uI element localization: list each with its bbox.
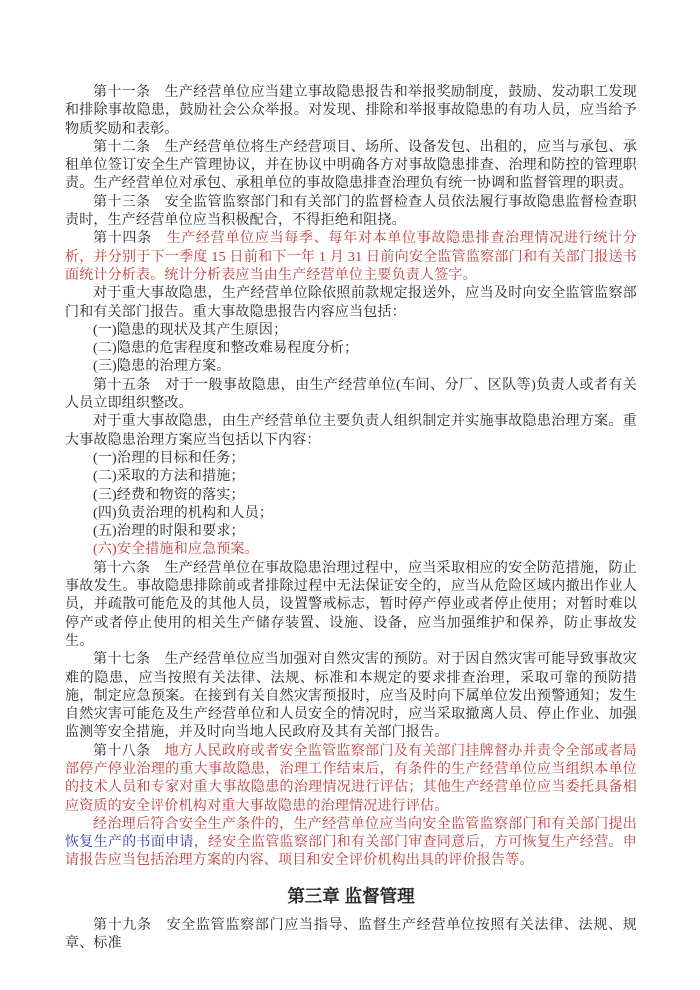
text-segment: 第三章 监督管理 bbox=[287, 885, 415, 906]
plan-list-item-2 bbox=[65, 468, 637, 486]
report-list-item-1 bbox=[65, 322, 637, 340]
chapter-3-heading bbox=[65, 885, 637, 907]
text-segment: 第十一条 生产经营单位应当建立事故隐患报告和举报奖励制度，鼓励、发动职工发现和排除事故隐患，鼓励社会公众举报。对发现、排除和举报事故隐患的有功人员，应当给予物质奖励和表彰。 bbox=[65, 85, 637, 137]
text-segment: (四)负责治理的机构和人员； bbox=[93, 505, 274, 521]
text-segment: 经治理后符合安全生产条件的，生产经营单位应当向安全监管监察部门和有关部门提出 bbox=[93, 816, 637, 832]
text-segment: (二)隐患的危害程度和整改难易程度分析； bbox=[93, 341, 359, 357]
article-17-paragraph bbox=[65, 651, 637, 742]
text-segment: 第十四条 bbox=[93, 231, 167, 247]
text-segment: 对于重大事故隐患，生产经营单位除依照前款规定报送外，应当及时向安全监管监察部门和有关部门报告。重大事故隐患报告内容应当包括： bbox=[65, 286, 637, 320]
text-segment: (一)治理的目标和任务； bbox=[93, 450, 245, 466]
text-segment: 对于重大事故隐患，由生产经营单位主要负责人组织制定并实施事故隐患治理方案。重大事故隐患治理方案应当包括以下内容： bbox=[65, 414, 637, 448]
plan-list-item-6 bbox=[65, 541, 637, 559]
text-segment: 第十八条 bbox=[93, 743, 165, 759]
text-segment: ，经安全监管监察部门和有关部门审查同意后，方可恢复生产经营。申请报告应当包括治理方案的内容、项目和安全评价机构出具的评价报告等。 bbox=[65, 835, 637, 869]
text-segment: (六)安全措施和应急预案。 bbox=[93, 542, 259, 558]
text-segment: (一)隐患的现状及其产生原因； bbox=[93, 322, 288, 338]
plan-list-item-4 bbox=[65, 505, 637, 523]
text-segment: 恢复生产的书面申请 bbox=[65, 835, 194, 851]
text-segment: 第十五条 对于一般事故隐患，由生产经营单位(车间、分厂、区队等)负责人或者有关人员立即组织整改。 bbox=[65, 377, 637, 412]
article-18-paragraph bbox=[65, 743, 637, 816]
article-18-clause-2-paragraph bbox=[65, 816, 637, 871]
text-segment: 第十九条 安全监管监察部门应当指导、监督生产经营单位按照有关法律、法规、规章、标准 bbox=[65, 917, 637, 952]
plan-list-item-5 bbox=[65, 523, 637, 541]
text-segment: (二)采取的方法和措施； bbox=[93, 469, 245, 485]
text-segment: 地方人民政府或者安全监管监察部门及有关部门挂牌督办并责令全部或者局部停产停业治理的重大事故隐患，治理工作结束后，有条件的生产经营单位应当组织本单位的技术人员和专家对重大事故隐患的治理情况进行评估；其他生产经营单位应当委托具备相应资质的安全评价机构对重大事故隐患的治理情况进行评估。 bbox=[65, 743, 637, 814]
article-15-clause-2-paragraph bbox=[65, 413, 637, 450]
plan-list-item-3 bbox=[65, 487, 637, 505]
text-segment: (三)隐患的治理方案。 bbox=[93, 359, 231, 375]
article-12-paragraph bbox=[65, 139, 637, 194]
plan-list-item-1 bbox=[65, 450, 637, 468]
article-19-paragraph bbox=[65, 917, 637, 954]
article-13-paragraph bbox=[65, 194, 637, 231]
article-11-paragraph bbox=[65, 84, 637, 139]
text-segment: 第十三条 安全监管监察部门和有关部门的监督检查人员依法履行事故隐患监督检查职责时，生产经营单位应当积极配合，不得拒绝和阻挠。 bbox=[65, 194, 637, 229]
text-segment: (五)治理的时限和要求； bbox=[93, 524, 245, 540]
article-16-paragraph bbox=[65, 560, 637, 651]
article-15-paragraph bbox=[65, 377, 637, 414]
report-list-item-3 bbox=[65, 358, 637, 376]
document-body bbox=[65, 84, 637, 953]
text-segment: 第十二条 生产经营单位将生产经营项目、场所、设备发包、出租的，应当与承包、承租单位签订安全生产管理协议，并在协议中明确各方对事故隐患排查、治理和防控的管理职责。生产经营单位对承包、承租单位的事故隐患排查治理负有统一协调和监督管理的职责。 bbox=[65, 139, 637, 192]
text-segment: (三)经费和物资的落实； bbox=[93, 487, 245, 503]
text-segment: 第十六条 生产经营单位在事故隐患治理过程中，应当采取相应的安全防范措施，防止事故发生。事故隐患排除前或者排除过程中无法保证安全的，应当从危险区域内撤出作业人员，并疏散可能危及的其他人员，设置警戒标志，暂时停产停业或者停止使用；对暂时难以停产或者停止使用的相关生产储存装置、设施、设备，应当加强维护和保养，防止事故发生。 bbox=[65, 560, 637, 649]
report-list-item-2 bbox=[65, 340, 637, 358]
text-segment: 生产经营单位应当每季、每年对本单位事故隐患排查治理情况进行统计分析，并分别于下一季度 15 日前和下一年 1 月 31 日前向安全监管监察部门和有关部门报送书面统计分析表。统计分析表应当由生产经营单位主要负责人签字。 bbox=[65, 231, 638, 283]
text-segment: 第十七条 生产经营单位应当加强对自然灾害的预防。对于因自然灾害可能导致事故灾难的隐患，应当按照有关法律、法规、标准和本规定的要求排查治理，采取可靠的预防措施，制定应急预案。在接到有关自然灾害预报时，应当及时向下属单位发出预警通知；发生自然灾害可能危及生产经营单位和人员安全的情况时，应当采取撤离人员、停止作业、加强监测等安全措施，并及时向当地人民政府及其有关部门报告。 bbox=[65, 652, 637, 741]
article-14-paragraph bbox=[65, 230, 637, 285]
article-14-clause-2-paragraph bbox=[65, 285, 637, 322]
